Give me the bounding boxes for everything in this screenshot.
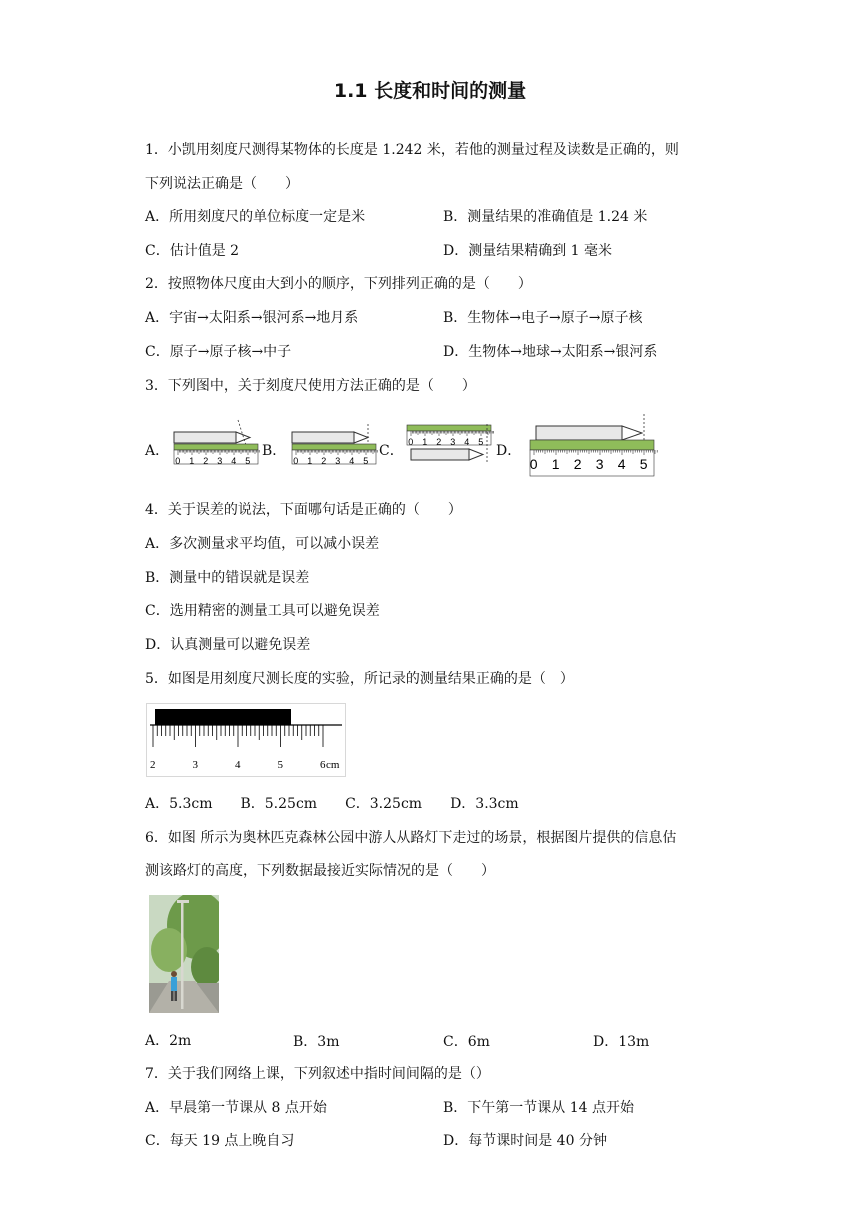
q1-option-b: B．测量结果的准确值是 1.24 米 (443, 209, 648, 225)
ruler-tick-label: 5 (277, 759, 283, 771)
q4-option-c: C．选用精密的测量工具可以避免误差 (145, 603, 380, 619)
q1-option-a: A．所用刻度尺的单位标度一定是米 (145, 209, 366, 225)
q3-figure-b (290, 418, 378, 468)
q4-option-a: A．多次测量求平均值，可以减小误差 (145, 536, 380, 552)
ruler-tick-label: 5 (639, 456, 648, 472)
q2-option-d: D．生物体→地球→太阳系→银河系 (443, 344, 658, 360)
ruler-tick-label: 4 (349, 456, 355, 466)
ruler-tick-label: 2 (321, 456, 327, 466)
q1-option-c: C．估计值是 2 (145, 243, 240, 259)
q2-option-c: C．原子→原子核→中子 (145, 344, 292, 360)
q3-label-b: B． (262, 443, 287, 459)
ruler-tick-label: 1 (422, 437, 428, 447)
q3-stem: 3．下列图中，关于刻度尺使用方法正确的是（ ） (145, 378, 476, 394)
q7-stem: 7．关于我们网络上课，下列叙述中指时间间隔的是（） (145, 1066, 490, 1082)
page-title: 1.1 长度和时间的测量 (333, 80, 527, 102)
ruler-tick-label: 0 (175, 456, 181, 466)
q7-option-a: A．早晨第一节课从 8 点开始 (145, 1100, 327, 1116)
ruler-tick-label: 3 (335, 456, 341, 466)
ruler-tick-label: 3 (450, 437, 456, 447)
q6-stem-line2: 测该路灯的高度，下列数据最接近实际情况的是（ ） (145, 863, 495, 879)
q5-unit: cm (326, 759, 340, 771)
ruler-tick-label: 4 (235, 759, 241, 771)
q7-option-d: D．每节课时间是 40 分钟 (443, 1133, 607, 1149)
ruler-tick-label: 2 (150, 759, 156, 771)
q6-option-d: D．13m (593, 1034, 650, 1050)
q5-stem: 5．如图是用刻度尺测长度的实验，所记录的测量结果正确的是（ ） (145, 671, 574, 687)
q4-stem: 4．关于误差的说法，下面哪句话是正确的（ ） (145, 502, 462, 518)
q5-ruler-figure (146, 703, 346, 777)
q3-label-a: A． (145, 443, 170, 459)
ruler-tick-label: 1 (307, 456, 313, 466)
q1-stem-line1: 1．小凯用刻度尺测得某物体的长度是 1.242 米，若他的测量过程及读数是正确的，则 (145, 142, 679, 158)
q3-figure-c (405, 422, 495, 466)
q1-option-d: D．测量结果精确到 1 毫米 (443, 243, 613, 259)
q3-label-d: D． (496, 443, 522, 459)
ruler-tick-label: 2 (436, 437, 442, 447)
q3-figure-a (172, 418, 260, 468)
ruler-tick-label: 3 (192, 759, 198, 771)
q6-option-a: A．2m (145, 1033, 192, 1049)
ruler-tick-label: 4 (464, 437, 470, 447)
q4-option-d: D．认真测量可以避免误差 (145, 637, 311, 653)
q1-stem-line2: 下列说法正确是（ ） (145, 176, 299, 192)
q6-streetlamp-photo (149, 895, 219, 1013)
ruler-tick-label: 5 (245, 456, 251, 466)
q5-measured-object (155, 709, 291, 725)
q2-option-b: B．生物体→电子→原子→原子核 (443, 310, 643, 326)
q3-label-c: C． (379, 443, 404, 459)
q6-stem-line1: 6．如图 所示为奥林匹克森林公园中游人从路灯下走过的场景，根据图片提供的信息估 (145, 830, 677, 846)
q6-option-b: B．3m (293, 1034, 340, 1050)
ruler-tick-label: 4 (617, 456, 626, 472)
q4-option-b: B．测量中的错误就是误差 (145, 570, 310, 586)
ruler-tick-label: 6 (320, 759, 326, 771)
ruler-tick-label: 1 (551, 456, 560, 472)
ruler-tick-label: 5 (478, 437, 484, 447)
ruler-tick-label: 0 (408, 437, 414, 447)
q6-option-c: C．6m (443, 1034, 490, 1050)
q7-option-b: B．下午第一节课从 14 点开始 (443, 1100, 635, 1116)
ruler-tick-label: 2 (203, 456, 209, 466)
ruler-tick-label: 2 (573, 456, 582, 472)
ruler-tick-label: 1 (189, 456, 195, 466)
ruler-tick-label: 3 (595, 456, 604, 472)
q7-option-c: C．每天 19 点上晚自习 (145, 1133, 295, 1149)
q2-option-a: A．宇宙→太阳系→银河系→地月系 (145, 310, 359, 326)
ruler-tick-label: 0 (293, 456, 299, 466)
q3-figure-d (528, 412, 658, 478)
ruler-tick-label: 0 (529, 456, 538, 472)
ruler-tick-label: 4 (231, 456, 237, 466)
ruler-tick-label: 3 (217, 456, 223, 466)
q2-stem: 2．按照物体尺度由大到小的顺序，下列排列正确的是（ ） (145, 276, 532, 292)
q5-options: A．5.3cm B．5.25cm C．3.25cm D．3.3cm (145, 796, 519, 812)
ruler-tick-label: 5 (363, 456, 369, 466)
